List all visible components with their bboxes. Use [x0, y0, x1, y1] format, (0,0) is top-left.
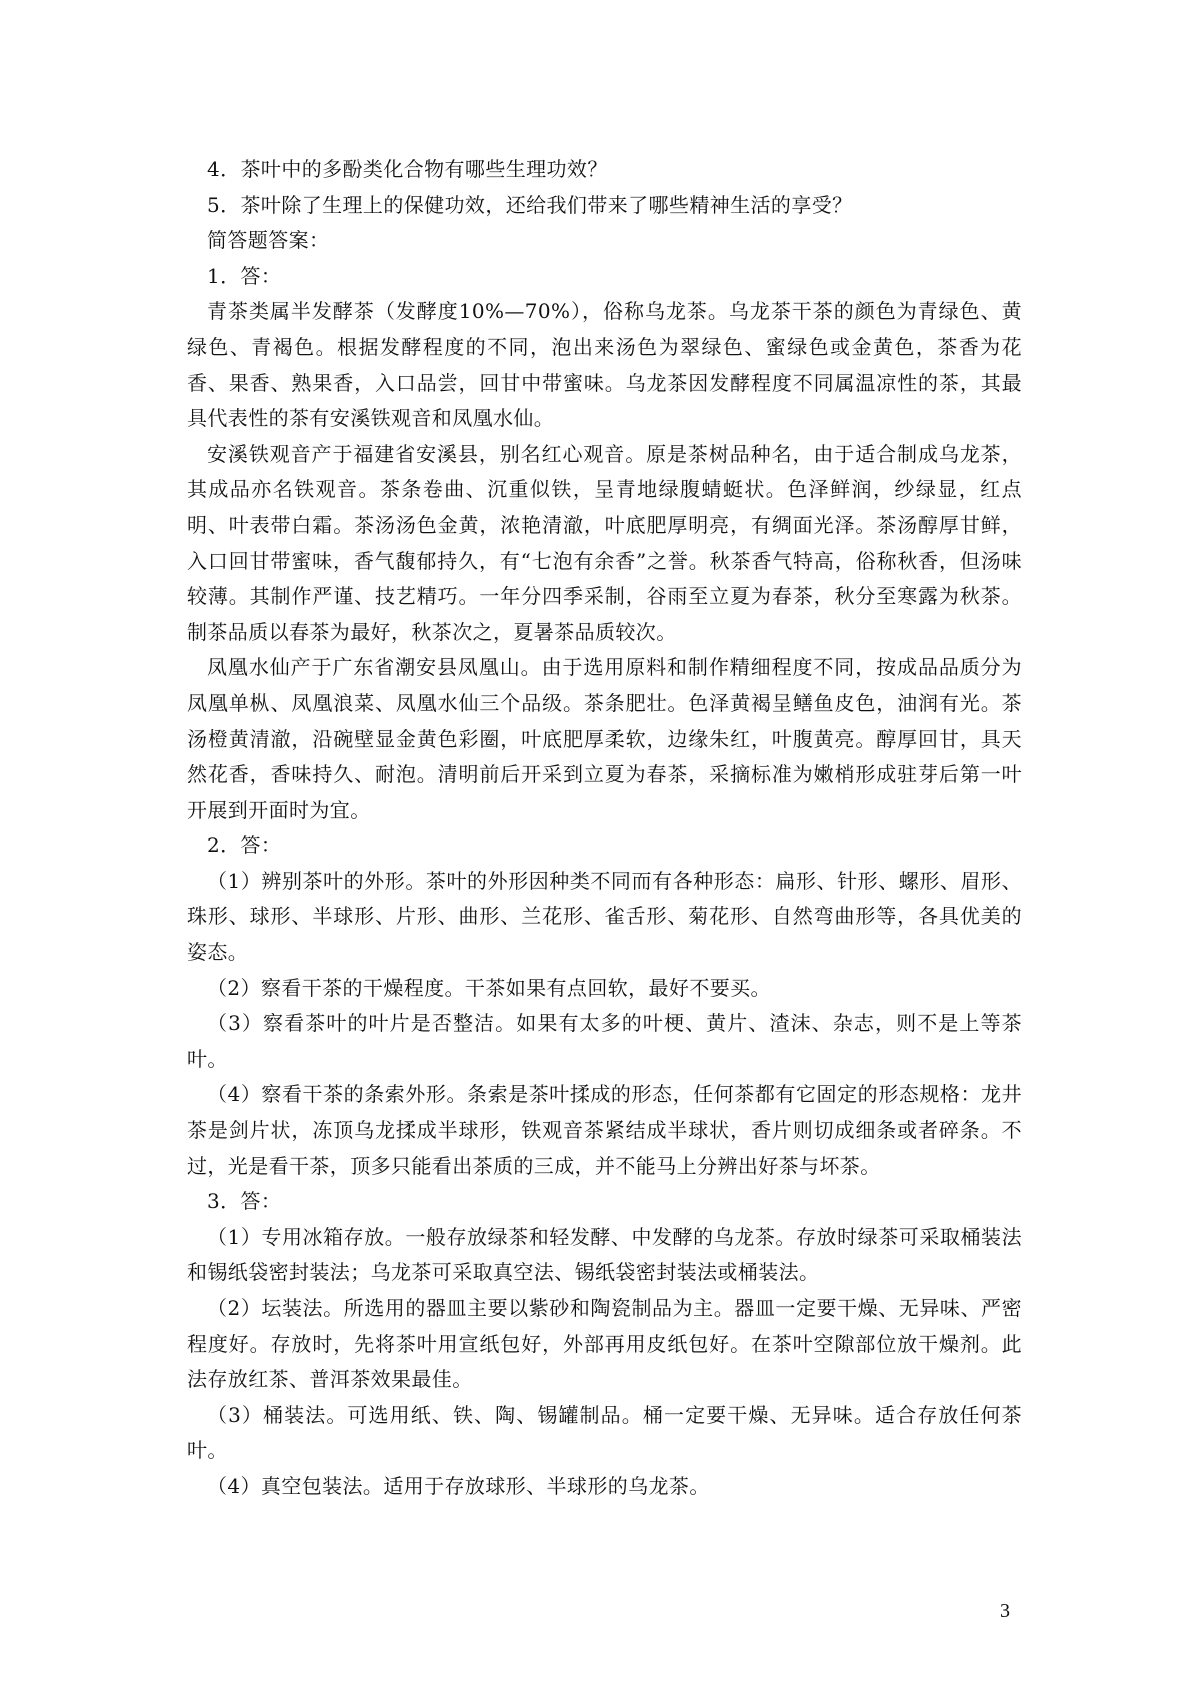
answer-2-item-2: （2）察看干茶的干燥程度。干茶如果有点回软，最好不要买。	[207, 975, 771, 1000]
answer-3-item-1: （1）专用冰箱存放。一般存放绿茶和轻发酵、中发酵的乌龙茶。存放时绿茶可采取桶装法和锡纸袋密封装法；乌龙茶可采取真空法、锡纸袋密封装法或桶装法。	[187, 1224, 1022, 1285]
document-body	[187, 152, 1022, 1505]
question-4: 4．茶叶中的多酚类化合物有哪些生理功效？	[207, 157, 608, 181]
answer-2-item-4: （4）察看干茶的条索外形。条索是茶叶揉成的形态，任何茶都有它固定的形态规格：龙井茶是剑片状，冻顶乌龙揉成半球形，铁观音茶紧结成半球状，香片则切成细条或者碎条。不过，光是看干茶，顶多只能看出茶质的三成，并不能马上分辨出好茶与坏茶。	[187, 1082, 1022, 1178]
answer-2-label: 2．答：	[207, 833, 282, 858]
answer-1-label: 1．答：	[207, 263, 282, 288]
answer-3-item-4: （4）真空包装法。适用于存放球形、半球形的乌龙茶。	[207, 1473, 710, 1498]
answers-heading: 简答题答案：	[207, 228, 330, 253]
answer-1-paragraph-fenghuang: 凤凰水仙产于广东省潮安县凤凰山。由于选用原料和制作精细程度不同，按成品品质分为凤凰单枞、凤凰浪菜、凤凰水仙三个品级。茶条肥壮。色泽黄褐呈鳝鱼皮色，油润有光。茶汤橙黄清澈，沿碗壁显金黄色彩圈，叶底肥厚柔软，边缘朱红，叶腹黄亮。醇厚回甘，具天然花香，香味持久、耐泡。清明前后开采到立夏为春茶，采摘标准为嫩梢形成驻芽后第一叶开展到开面时为宜。	[187, 655, 1022, 822]
question-5: 5．茶叶除了生理上的保健功效，还给我们带来了哪些精神生活的享受？	[207, 192, 853, 217]
answer-1-paragraph-oolong: 青茶类属半发酵茶（发酵度10%—70%），俗称乌龙茶。乌龙茶干茶的颜色为青绿色、黄绿色、青褐色。根据发酵程度的不同，泡出来汤色为翠绿色、蜜绿色或金黄色，茶香为花香、果香、熟果香，入口品尝，回甘中带蜜味。乌龙茶因发酵程度不同属温凉性的茶，其最具代表性的茶有安溪铁观音和凤凰水仙。	[187, 299, 1022, 431]
answer-3-item-2: （2）坛装法。所选用的器皿主要以紫砂和陶瓷制品为主。器皿一定要干燥、无异味、严密程度好。存放时，先将茶叶用宣纸包好，外部再用皮纸包好。在茶叶空隙部位放干燥剂。此法存放红茶、普洱茶效果最佳。	[187, 1296, 1022, 1392]
answer-3-label: 3．答：	[207, 1189, 282, 1214]
answer-3-item-3: （3）桶装法。可选用纸、铁、陶、锡罐制品。桶一定要干燥、无异味。适合存放任何茶叶。	[187, 1402, 1022, 1463]
answer-2-item-3: （3）察看茶叶的叶片是否整洁。如果有太多的叶梗、黄片、渣沫、杂志，则不是上等茶叶。	[187, 1011, 1022, 1071]
answer-2-item-1: （1）辨别茶叶的外形。茶叶的外形因种类不同而有各种形态：扁形、针形、螺形、眉形、珠形、球形、半球形、片形、曲形、兰花形、雀舌形、菊花形、自然弯曲形等，各具优美的姿态。	[187, 868, 1022, 965]
page-number: 3	[1000, 1600, 1010, 1622]
answer-1-paragraph-tieguanyin: 安溪铁观音产于福建省安溪县，别名红心观音。原是茶树品种名，由于适合制成乌龙茶，其成品亦名铁观音。茶条卷曲、沉重似铁，呈青地绿腹蜻蜓状。色泽鲜润，纱绿显，红点明、叶表带白霜。茶汤汤色金黄，浓艳清澈，叶底肥厚明亮，有绸面光泽。茶汤醇厚甘鲜，入口回甘带蜜味，香气馥郁持久，有“七泡有余香”之誉。秋茶香气特高，俗称秋香，但汤味较薄。其制作严谨、技艺精巧。一年分四季采制，谷雨至立夏为春茶，秋分至寒露为秋茶。制茶品质以春茶为最好，秋茶次之，夏暑茶品质较次。	[187, 441, 1022, 644]
